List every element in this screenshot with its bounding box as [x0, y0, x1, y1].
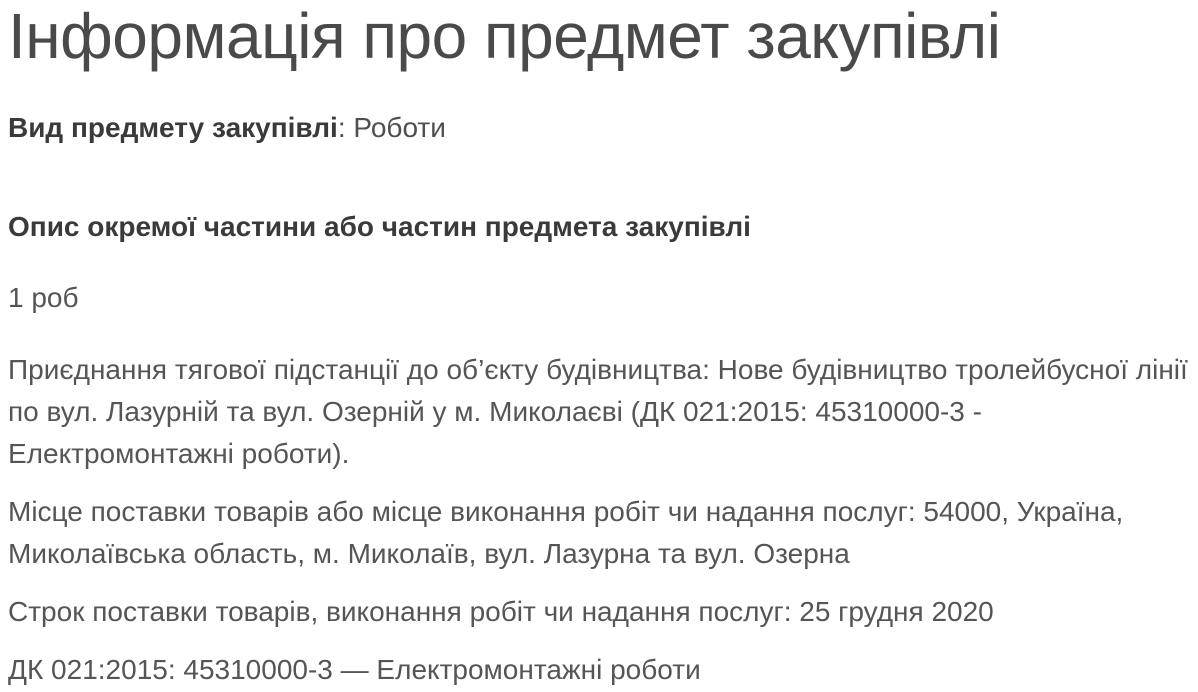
- page-title: Інформація про предмет закупівлі: [8, 0, 1001, 72]
- paragraph-item-description: Приєднання тягової підстанції до об’єкту будівництва: Нове будівництво тролейбусної лінії по вул. Лазурній та вул. Озерній у м. Миколаєві (ДК 021:2015: 45310000-3 - Електромонтажні роботи).: [8, 354, 1188, 469]
- description-paragraphs: [8, 349, 1190, 691]
- procurement-type-value: Роботи: [353, 112, 446, 143]
- paragraph-delivery-place: Місце поставки товарів або місце виконання робіт чи надання послуг: 54000, Україна, Миколаївська область, м. Миколаїв, вул. Лазурна та вул. Озерна: [8, 496, 1124, 569]
- paragraph-classifier-code: ДК 021:2015: 45310000-3 — Електромонтажні роботи: [8, 654, 701, 685]
- procurement-type-label: Вид предмету закупівлі: [8, 112, 338, 143]
- lot-quantity: 1 роб: [8, 282, 79, 313]
- procurement-type-line: [8, 107, 1190, 149]
- description-section-heading: Опис окремої частини або частин предмета закупівлі: [8, 211, 751, 242]
- procurement-type-separator: :: [337, 112, 354, 143]
- paragraph-delivery-term: Строк поставки товарів, виконання робіт чи надання послуг: 25 грудня 2020: [8, 596, 994, 627]
